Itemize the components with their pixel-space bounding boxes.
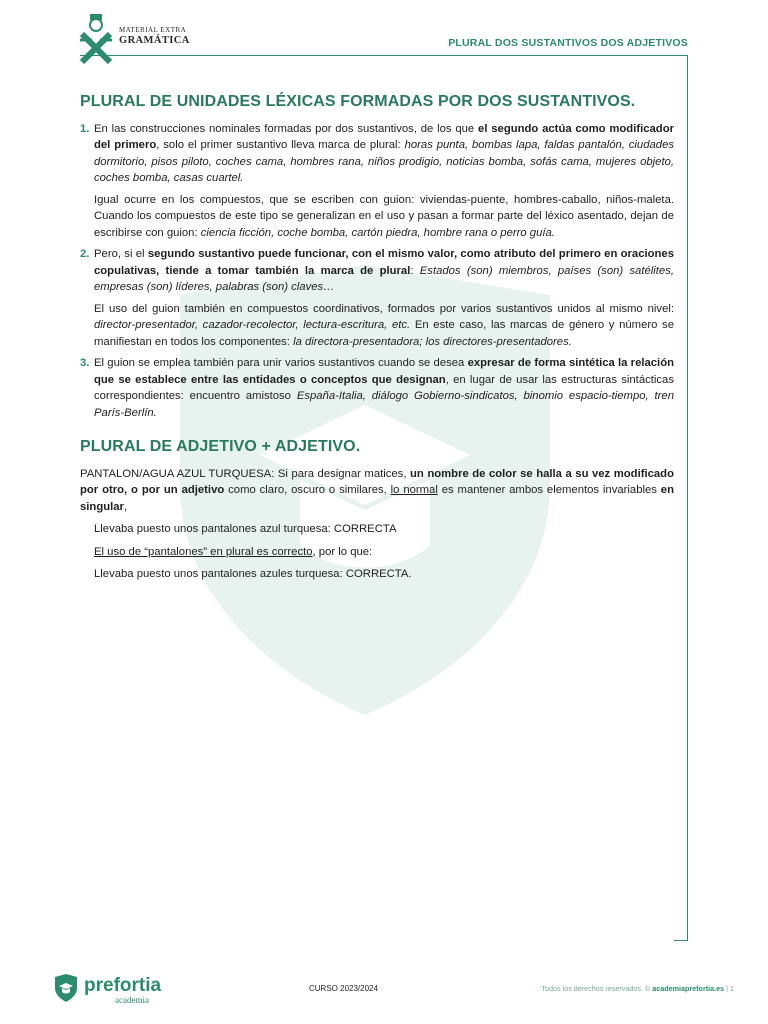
item-note: Igual ocurre en los compuestos, que se escriben con guion: viviendas-puente, hombres-caballo, niños-maleta. Cuando los compuestos de este tipo se generalizan en el uso y pasan a formar parte del léxico asentado, dejan de escribirse con guion: ciencia ficción, coche bomba, cartón piedra, hombre rana o perro guía. bbox=[94, 193, 674, 239]
graduation-cap-shield-icon bbox=[54, 974, 78, 1002]
item-number: 2. bbox=[80, 248, 90, 260]
example-line: El uso de “pantalones” en plural es correcto, por lo que: bbox=[94, 545, 373, 558]
rules-list bbox=[80, 121, 674, 422]
adjective-paragraph: PANTALON/AGUA AZUL TURQUESA: Si para designar matices, un nombre de color se halla a su vez modificado por otro, o por un adjetivo como claro, oscuro o similares, lo normal es mantener ambos elementos invariables en singular, bbox=[80, 467, 674, 513]
footer-course: CURSO 2023/2024 bbox=[309, 984, 378, 993]
section2-heading: PLURAL DE ADJETIVO + ADJETIVO. bbox=[80, 438, 361, 455]
list-item: 2. Pero, si el segundo sustantivo puede funcionar, con el mismo valor, como atributo del primero en oraciones copulativas, tiende a tomar también la marca de plural: Estados (son) miembros, países (son) satélites, empresas (son) líderes, palabras (son) claves… El uso del guion también en compuestos coordinativos, formados por varios sustantivos unidos al mismo nivel: director-presentador, cazador-recolector, lectura-escritura, etc. En este caso, las marcas de género y número se manifiestan en todos los componentes: la directora-presentadora; los directores-presentadores. bbox=[80, 246, 674, 350]
item-note: El uso del guion también en compuestos coordinativos, formados por varios sustantivos unidos al mismo nivel: director-presentador, cazador-recolector, lectura-escritura, etc. En este caso, las marcas de género y número se manifiestan en todos los componentes: la directora-presentadora; los directores-presentadores. bbox=[94, 302, 674, 348]
footer-site-link[interactable]: academiaprefortia.es bbox=[652, 984, 725, 993]
brand-label bbox=[119, 27, 190, 47]
header-title: PLURAL DOS SUSTANTIVOS DOS ADJETIVOS bbox=[448, 37, 688, 49]
footer-rights: Todos los derechos reservados. © academiaprefortia.es | 1 bbox=[541, 984, 734, 993]
item-number: 1. bbox=[80, 122, 90, 135]
example-line: Llevaba puesto unos pantalones azul turquesa: CORRECTA bbox=[94, 523, 397, 535]
brand-line1: MATERIAL EXTRA bbox=[119, 26, 187, 34]
frame-corner-tick bbox=[674, 940, 688, 941]
section1-heading: PLURAL DE UNIDADES LÉXICAS FORMADAS POR DOS SUSTANTIVOS. bbox=[80, 93, 636, 110]
list-item: 3. El guion se emplea también para unir varios sustantivos cuando se desea expresar de forma sintética la relación que se establece entre las entidades o conceptos que designan, en lugar de usar las estructuras sintácticas correspondientes: encuentro amistoso España-Italia, diálogo Gobierno-sindicatos, binomio espacio-tiempo, tren París-Berlín. bbox=[80, 357, 674, 419]
footer-brand-sub: academia bbox=[115, 995, 149, 1005]
main-content bbox=[80, 94, 674, 589]
list-item: 1. En las construcciones nominales formadas por dos sustantivos, de los que el segundo actúa como modificador del primero, solo el primer sustantivo lleva marca de plural: horas punta, bombas lapa, faldas pantalón, ciudades dormitorio, pisos piloto, coches cama, hombres rana, niños prodigio, noticias bomba, sofás cama, mujeres objeto, coches bomba, casas cuartel. Igual ocurre en los compuestos, que se escriben con guion: viviendas-puente, hombres-caballo, niños-maleta. Cuando los compuestos de este tipo se generalizan en el uso y pasan a formar parte del léxico asentado, dejan de escribirse con guion: ciencia ficción, coche bomba, cartón piedra, hombre rana o perro guía. bbox=[80, 121, 674, 242]
footer-brand: prefortia bbox=[84, 975, 162, 996]
example-line: Llevaba puesto unos pantalones azules turquesa: CORRECTA. bbox=[94, 568, 412, 580]
brand-line2: GRAMÁTICA bbox=[119, 35, 190, 46]
item-number: 3. bbox=[80, 357, 90, 369]
